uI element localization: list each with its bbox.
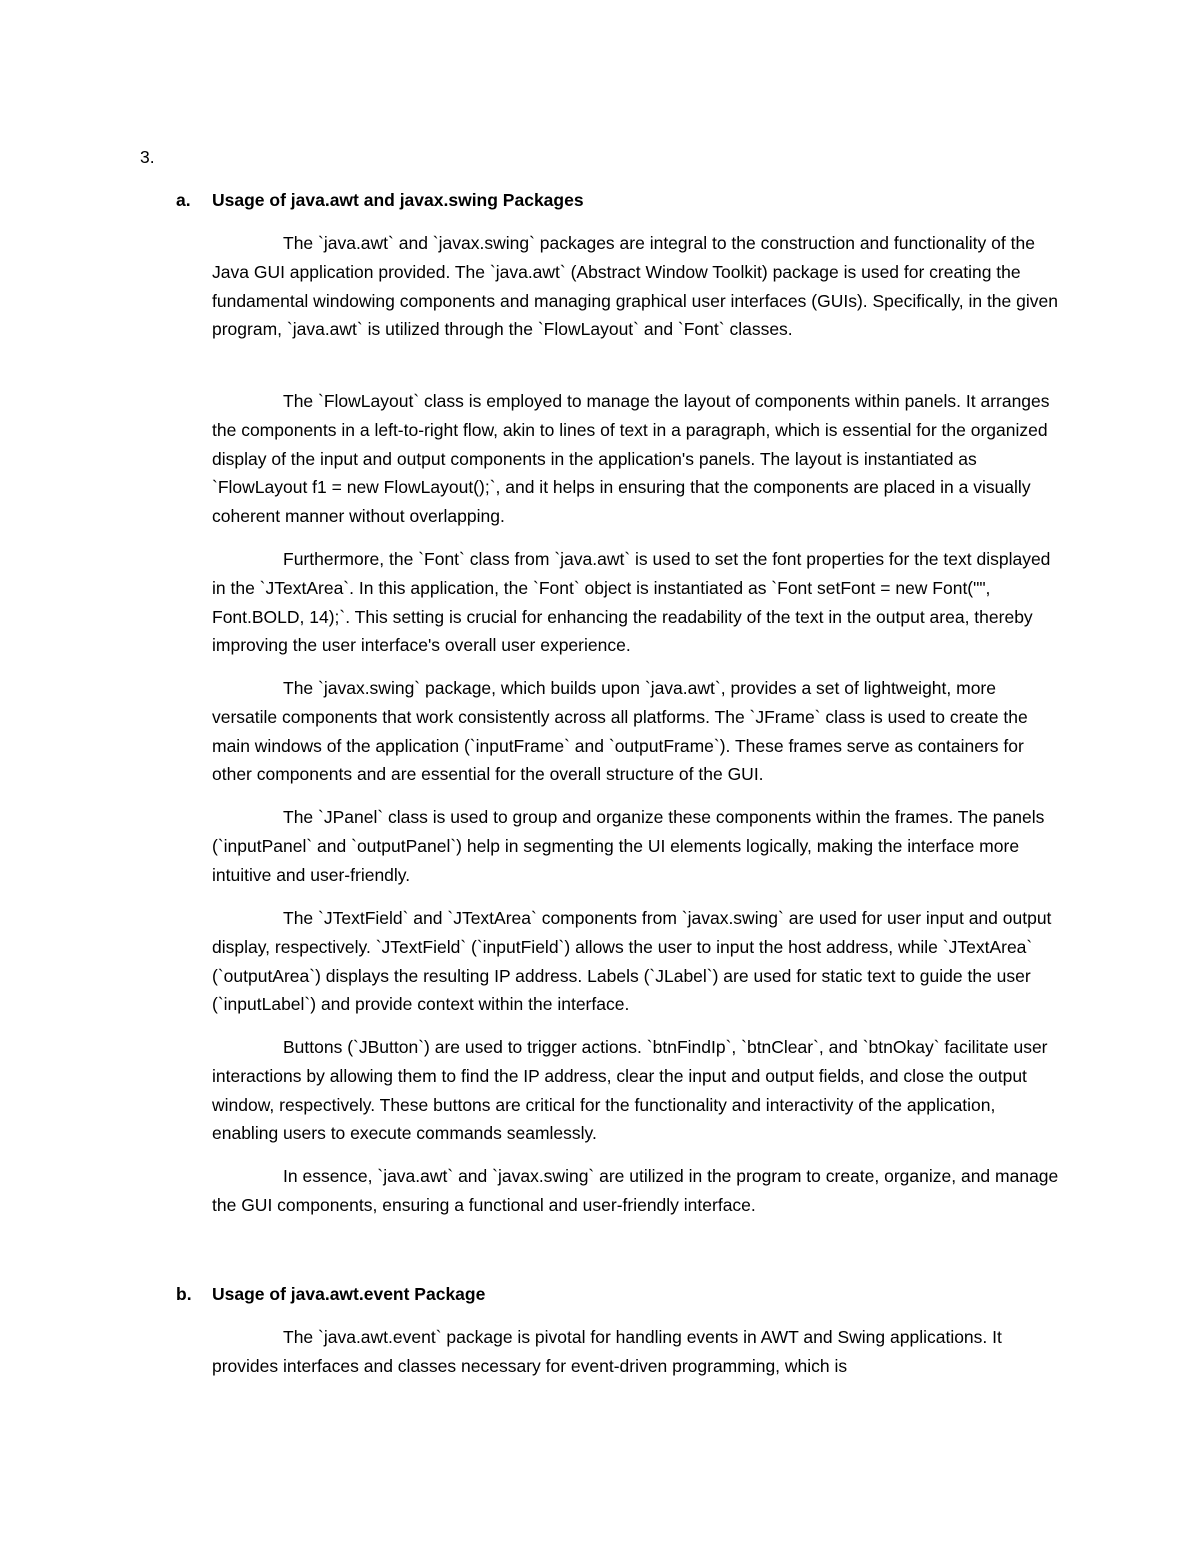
- paragraph: The `java.awt` and `javax.swing` packages are integral to the construction and functionality of the Java GUI application provided. The `java.awt` (Abstract Window Toolkit) package is used for creating the fundamental windowing components and managing graphical user interfaces (GUIs). Specifically, in the given program, `java.awt` is utilized through the `FlowLayout` and `Font` classes.: [212, 233, 1058, 340]
- section-title: Usage of java.awt and javax.swing Packages: [212, 190, 584, 210]
- section-letter: a.: [176, 190, 191, 210]
- section-a-heading: [176, 189, 584, 211]
- paragraph: Furthermore, the `Font` class from `java.awt` is used to set the font properties for the text displayed in the `JTextArea`. In this application, the `Font` object is instantiated as `Font setFont = new Font("", Font.BOLD, 14);`. This setting is crucial for enhancing the readability of the text in the output area, thereby improving the user interface's overall user experience.: [212, 549, 1051, 656]
- section-title: Usage of java.awt.event Package: [212, 1284, 486, 1304]
- paragraph: Buttons (`JButton`) are used to trigger actions. `btnFindIp`, `btnClear`, and `btnOkay` facilitate user interactions by allowing them to find the IP address, clear the input and output fields, and close the output window, respectively. These buttons are critical for the functionality and interactivity of the application, enabling users to execute commands seamlessly.: [212, 1037, 1048, 1144]
- paragraph: In essence, `java.awt` and `javax.swing` are utilized in the program to create, organize, and manage the GUI components, ensuring a functional and user-friendly interface.: [212, 1166, 1059, 1215]
- paragraph: The `javax.swing` package, which builds upon `java.awt`, provides a set of lightweight, more versatile components that work consistently across all platforms. The `JFrame` class is used to create the main windows of the application (`inputFrame` and `outputFrame`). These frames serve as containers for other components and are essential for the overall structure of the GUI.: [212, 678, 1028, 785]
- paragraph: The `JPanel` class is used to group and organize these components within the frames. The panels (`inputPanel` and `outputPanel`) help in segmenting the UI elements logically, making the interface more intuitive and user-friendly.: [212, 807, 1045, 885]
- paragraph: The `java.awt.event` package is pivotal for handling events in AWT and Swing applications. It provides interfaces and classes necessary for event-driven programming, which is: [212, 1327, 1002, 1376]
- paragraph: The `FlowLayout` class is employed to manage the layout of components within panels. It arranges the components in a left-to-right flow, akin to lines of text in a paragraph, which is essential for the organized display of the input and output components in the application's panels. The layout is instantiated as `FlowLayout f1 = new FlowLayout();`, and it helps in ensuring that the components are placed in a visually coherent manner without overlapping.: [212, 391, 1050, 527]
- section-letter: b.: [176, 1284, 192, 1304]
- paragraph: The `JTextField` and `JTextArea` components from `javax.swing` are used for user input and output display, respectively. `JTextField` (`inputField`) allows the user to input the host address, while `JTextArea` (`outputArea`) displays the resulting IP address. Labels (`JLabel`) are used for static text to guide the user (`inputLabel`) and provide context within the interface.: [212, 908, 1052, 1015]
- question-number: 3.: [140, 147, 155, 167]
- section-b-heading: [176, 1283, 485, 1305]
